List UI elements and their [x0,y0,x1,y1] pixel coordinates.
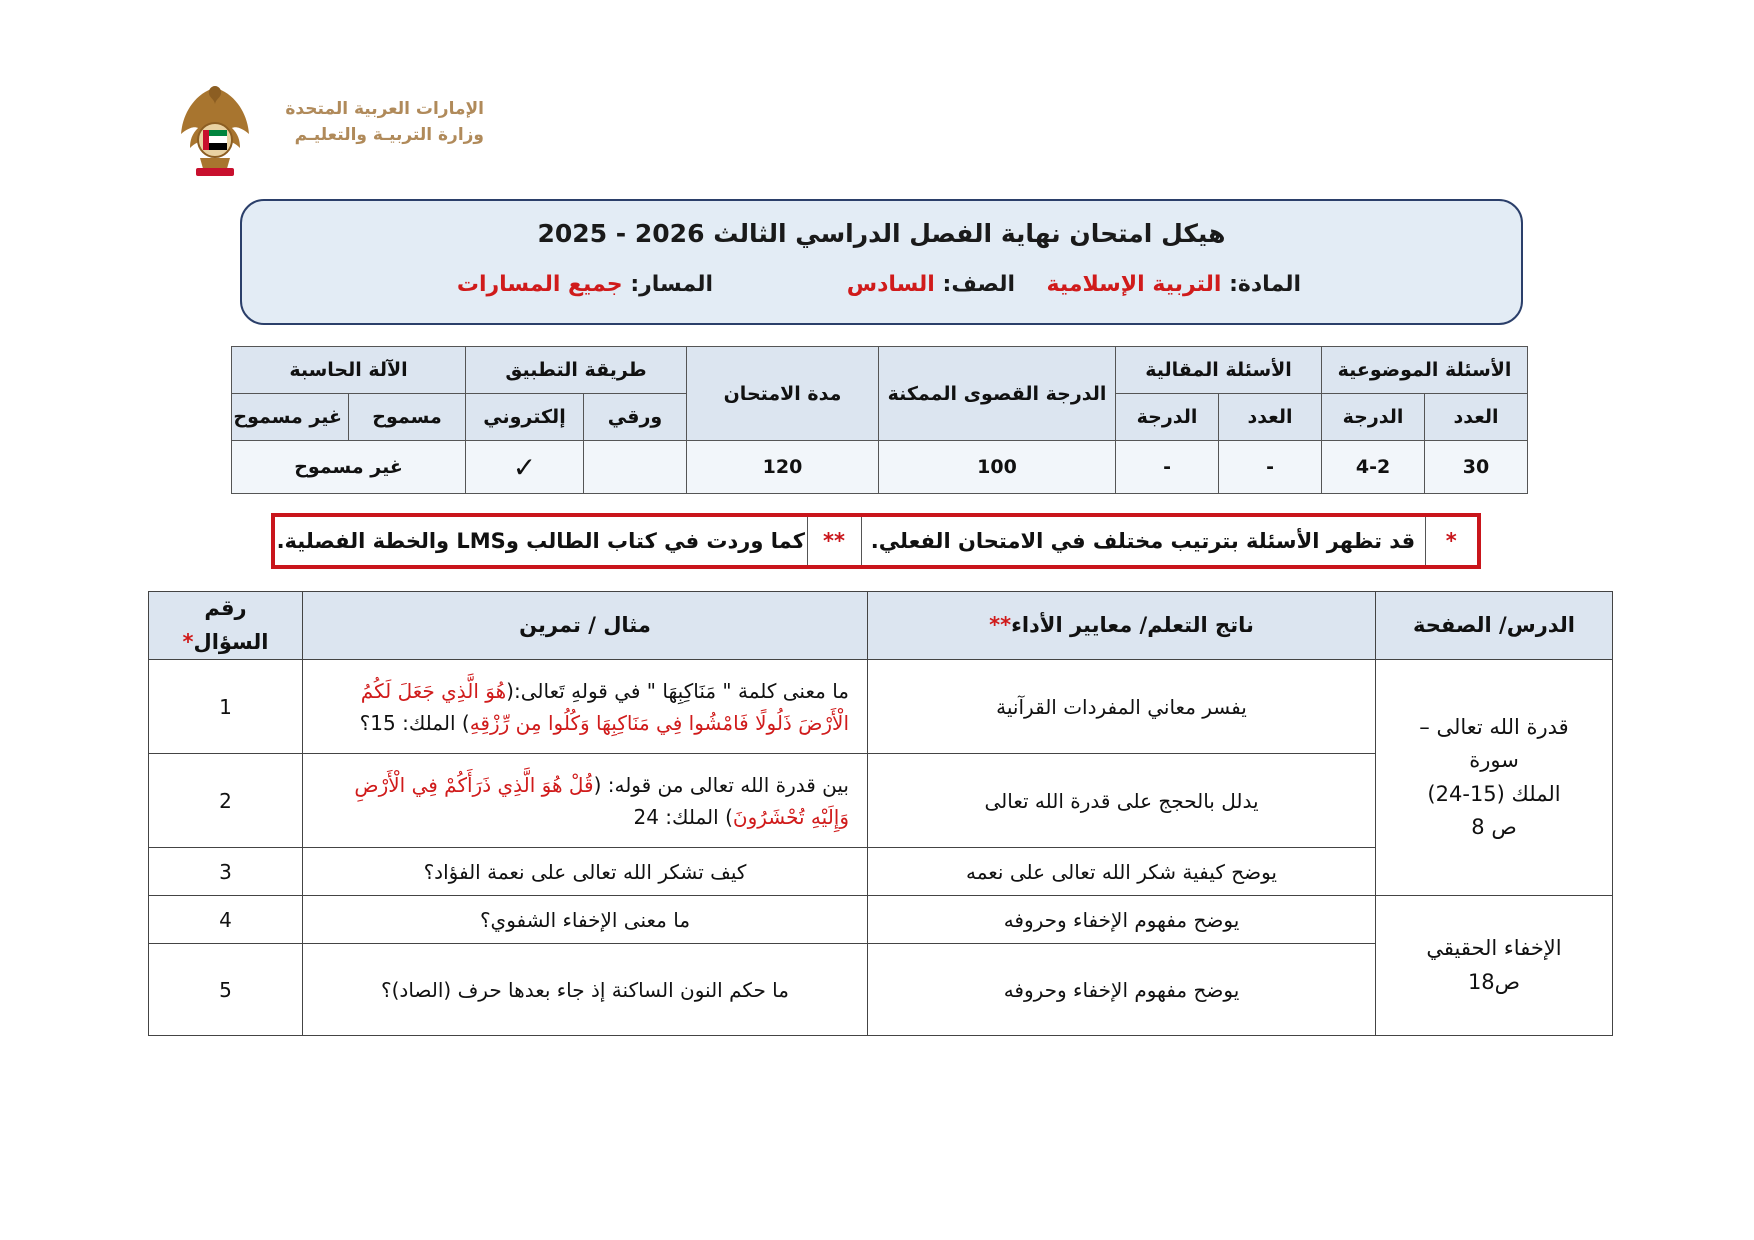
question-number-header-text: رقم السؤال [193,596,269,654]
verse-reference: ) الملك: 15؟ [359,710,470,735]
calculator-value: غير مسموح [232,441,466,494]
outcome-header-mark: ** [989,612,1012,637]
example-cell: ما حكم النون الساكنة إذ جاء بعدها حرف (الصاد)؟ [303,944,868,1036]
questions-header-row [149,592,1613,660]
notes-row [275,517,1477,565]
question-number: 2 [149,754,303,848]
essay-count-header: العدد [1219,394,1322,441]
lesson-1-line-1: قدرة الله تعالى – سورة [1419,714,1569,773]
question-number: 3 [149,848,303,896]
calculator-allowed-header: مسموح [349,394,466,441]
track-label: المسار: [630,272,713,297]
example-cell [303,660,868,754]
ministry-name [264,96,484,148]
example-cell: كيف تشكر الله تعالى على نعمة الفؤاد؟ [303,848,868,896]
question-number: 1 [149,660,303,754]
calculator-not-allowed-header: غير مسموح [232,394,349,441]
calculator-header: الآلة الحاسبة [232,347,466,394]
table-row [149,896,1613,944]
note-star-single: * [1425,517,1477,565]
ministry-header [176,82,496,182]
ministry-line-country: الإمارات العربية المتحدة [285,99,484,119]
example-header: مثال / تمرين [303,592,868,660]
track-field [457,272,713,297]
outcome-cell: يوضح مفهوم الإخفاء وحروفه [868,944,1376,1036]
quran-verse: قُلْ هُوَ الَّذِي ذَرَأَكُمْ فِي الْأَرْضِ وَإِلَيْهِ تُحْشَرُونَ [354,772,849,829]
grade-value: السادس [846,272,935,297]
lesson-1-line-2: الملك (15-24) [1427,781,1561,806]
objective-score-header: الدرجة [1322,394,1425,441]
table-row [149,660,1613,754]
outcome-header [868,592,1376,660]
grade-field [847,272,1015,297]
notes-box [271,513,1481,569]
electronic-header: إلكتروني [466,394,584,441]
max-score-value: 100 [879,441,1116,494]
paper-header: ورقي [584,394,687,441]
note-star-double: ** [807,517,861,565]
objective-count-header: العدد [1425,394,1528,441]
track-value: جميع المسارات [456,272,623,297]
lesson-2-line-2: ص18 [1467,969,1521,994]
exam-title-box [240,199,1523,325]
example-text: بين قدرة الله تعالى من قوله: ( [593,772,849,797]
exam-title [242,219,1521,248]
duration-header: مدة الامتحان [687,347,879,441]
example-cell [303,754,868,848]
exam-structure-table [231,346,1528,494]
notes-table [275,517,1477,565]
essay-score-header: الدرجة [1116,394,1219,441]
verse-reference: ) الملك: 24 [633,804,733,829]
outcome-cell: يدلل بالحجج على قدرة الله تعالى [868,754,1376,848]
outcome-cell: يوضح كيفية شكر الله تعالى على نعمه [868,848,1376,896]
note-order: قد تظهر الأسئلة بترتيب مختلف في الامتحان الفعلي. [861,517,1425,565]
objective-questions-header: الأسئلة الموضوعية [1322,347,1528,394]
lesson-1-line-3: ص 8 [1471,815,1517,840]
outcome-cell: يوضح مفهوم الإخفاء وحروفه [868,896,1376,944]
duration-value: 120 [687,441,879,494]
uae-falcon-emblem-icon [176,82,254,180]
subject-value: التربية الإسلامية [1046,272,1222,297]
lesson-cell-2 [1376,896,1613,1036]
ministry-line-ministry: وزارة التربيـة والتعليـم [294,125,484,145]
essay-count-value: - [1219,441,1322,494]
questions-table [148,591,1613,1036]
structure-header-row-1 [232,347,1528,394]
lesson-2-line-1: الإخفاء الحقيقي [1426,936,1562,961]
essay-score-value: - [1116,441,1219,494]
essay-questions-header: الأسئلة المقالية [1116,347,1322,394]
exam-year: 2025 - 2026 [537,219,705,248]
method-header: طريقة التطبيق [466,347,687,394]
example-text: ما معنى كلمة " مَنَاكِبِهَا " في قولهِ تَعالى:( [506,678,849,703]
max-score-header: الدرجة القصوى الممكنة [879,347,1116,441]
paper-value [584,441,687,494]
question-number: 4 [149,896,303,944]
grade-label: الصف: [942,272,1015,297]
outcome-cell: يفسر معاني المفردات القرآنية [868,660,1376,754]
lesson-cell-1 [1376,660,1613,896]
checkmark-icon: ✓ [466,441,584,494]
lesson-header: الدرس/ الصفحة [1376,592,1613,660]
question-number-header [149,592,303,660]
quran-verse: هُوَ الَّذِي جَعَلَ لَكُمُ الْأَرْضَ ذَلُولًا فَامْشُوا فِي مَنَاكِبِهَا وَكُلُوا مِن رِّزْقِهِ [360,678,849,735]
objective-score-value: 4-2 [1322,441,1425,494]
example-cell: ما معنى الإخفاء الشفوي؟ [303,896,868,944]
subject-label: المادة: [1229,272,1301,297]
question-number-header-mark: * [182,629,194,654]
note-source: كما وردت في كتاب الطالب وLMS والخطة الفصلية. [276,529,805,553]
question-number: 5 [149,944,303,1036]
structure-values-row [232,441,1528,494]
outcome-header-text: ناتج التعلم/ معايير الأداء [1011,612,1254,637]
exam-title-text: هيكل امتحان نهاية الفصل الدراسي الثالث [713,219,1226,248]
subject-field [1047,272,1301,297]
objective-count-value: 30 [1425,441,1528,494]
